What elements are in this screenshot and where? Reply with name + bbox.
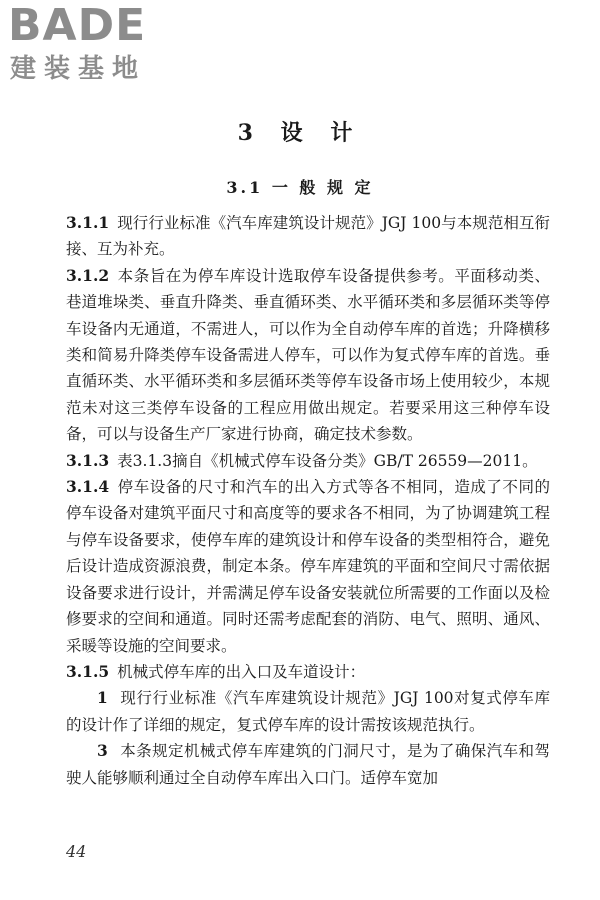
subitem-number: 1: [97, 688, 108, 708]
paragraph-3-1-1: [66, 210, 550, 263]
subitem-text: 本条规定机械式停车库建筑的门洞尺寸，是为了确保汽车和驾驶人能够顺利通过全自动停车库出入口门。适停车宽加: [66, 742, 550, 787]
clause-text: 现行行业标准《汽车库建筑设计规范》JGJ 100与本规范相互衔接、互为补充。: [66, 214, 550, 259]
paragraph-3-1-3: [66, 448, 550, 474]
section-number: 3.1: [226, 178, 264, 197]
clause-text: 停车设备的尺寸和汽车的出入方式等各不相同，造成了不同的停车设备对建筑平面尺寸和高度等的要求各不相同，为了协调建筑工程与停车设备要求，使停车库的建筑设计和停车设备的类型相符合，避免后设计造成资源浪费，制定本条。停车库建筑的平面和空间尺寸需依据设备要求进行设计，并需满足停车设备安装就位所需要的工作面以及检修要求的空间和通道。同时还需考虑配套的消防、电气、照明、通风、采暖等设施的空间要求。: [66, 478, 550, 655]
watermark-logo: [8, 0, 178, 86]
chapter-title: [0, 116, 600, 147]
section-name: 一 般 规 定: [271, 178, 374, 197]
subitem-1: [66, 685, 550, 738]
clause-number: 3.1.1: [66, 213, 110, 232]
paragraph-3-1-5: [66, 659, 550, 685]
paragraph-3-1-4: [66, 474, 550, 659]
watermark-cjk-text: 建装基地: [10, 54, 147, 84]
subitem-3: [66, 738, 550, 791]
clause-number: 3.1.2: [66, 265, 110, 285]
chapter-number: 3: [237, 120, 263, 146]
clause-text: 机械式停车库的出入口及车道设计：: [117, 662, 366, 681]
clause-number: 3.1.4: [66, 477, 110, 497]
page-number: 44: [66, 842, 87, 861]
paragraph-3-1-2: [66, 263, 550, 448]
body-text: [66, 210, 550, 791]
clause-text: 表3.1.3摘自《机械式停车设备分类》GB/T 26559—2011。: [117, 451, 538, 470]
subitem-number: 3: [97, 741, 108, 761]
clause-number: 3.1.5: [66, 661, 110, 681]
subitem-text: 现行行业标准《汽车库建筑设计规范》JGJ 100对复式停车库的设计作了详细的规定，复式停车库的设计需按该规范执行。: [66, 689, 550, 734]
chapter-name: 设 计: [280, 120, 363, 146]
section-title: [0, 175, 600, 198]
clause-number: 3.1.3: [66, 450, 110, 470]
clause-text: 本条旨在为停车库设计选取停车设备提供参考。平面移动类、巷道堆垛类、垂直升降类、垂直循环类、水平循环类和多层循环类等停车设备内无通道，不需进人，可以作为全自动停车库的首选；升降横移类和简易升降类停车设备需进人停车，可以作为复式停车库的首选。垂直循环类、水平循环类和多层循环类等停车设备市场上使用较少，本规范未对这三类停车设备的工程应用做出规定。若要采用这三种停车设备，可以与设备生产厂家进行协商，确定技术参数。: [66, 266, 550, 444]
watermark-latin-text: BADE: [8, 0, 147, 51]
